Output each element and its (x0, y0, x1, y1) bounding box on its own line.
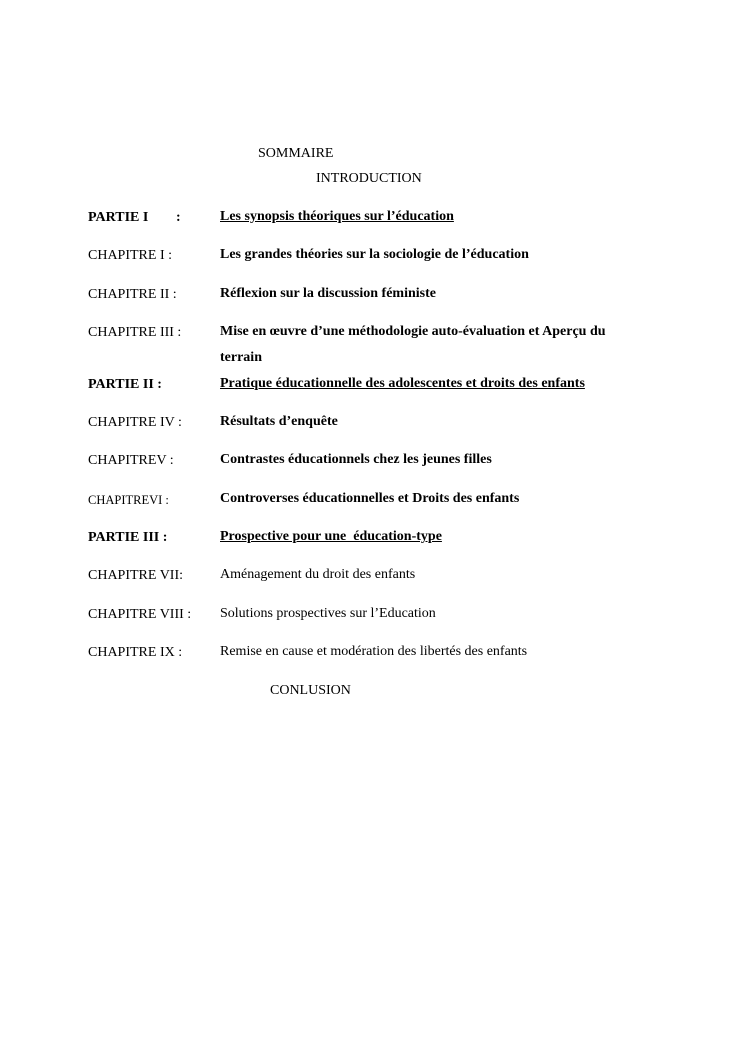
toc-title: Réflexion sur la discussion féministe (220, 286, 436, 301)
toc-label: CHAPITREV : (88, 453, 174, 468)
toc-label: CHAPITRE I : (88, 248, 172, 263)
toc-label-colon: : (176, 210, 181, 225)
toc-label: CHAPITRE III : (88, 325, 182, 340)
toc-title: Remise en cause et modération des libertés des enfants (220, 644, 528, 659)
toc-title: Aménagement du droit des enfants (220, 567, 416, 582)
toc-title: Mise en œuvre d’une méthodologie auto-évaluation et Aperçu du terrain (220, 324, 606, 365)
toc-label: CHAPITRE IV : (88, 415, 182, 430)
toc-label: PARTIE I (88, 210, 149, 225)
toc-label: CHAPITRE II : (88, 287, 177, 302)
toc-label: PARTIE II : (88, 377, 162, 392)
introduction-heading: INTRODUCTION (316, 171, 422, 186)
toc-title: Les grandes théories sur la sociologie de l’éducation (220, 247, 529, 262)
toc-label: CHAPITRE VII: (88, 568, 184, 583)
toc-title: Résultats d’enquête (220, 414, 338, 429)
toc-title: Les synopsis théoriques sur l’éducation (220, 209, 454, 224)
conclusion-heading: CONLUSION (270, 683, 351, 698)
toc-label: CHAPITRE IX : (88, 645, 183, 660)
toc-label: CHAPITRE VIII : (88, 607, 192, 622)
toc-label: PARTIE III : (88, 530, 168, 545)
toc-title: Prospective pour une éducation-type (220, 529, 442, 544)
sommaire-heading: SOMMAIRE (258, 146, 334, 161)
toc-title: Pratique éducationnelle des adolescentes et droits des enfants (220, 376, 585, 391)
toc-title: Solutions prospectives sur l’Education (220, 606, 436, 621)
toc-label: CHAPITREVI : (88, 493, 169, 507)
toc-title: Controverses éducationnelles et Droits des enfants (220, 491, 520, 506)
toc-title: Contrastes éducationnels chez les jeunes filles (220, 452, 492, 467)
